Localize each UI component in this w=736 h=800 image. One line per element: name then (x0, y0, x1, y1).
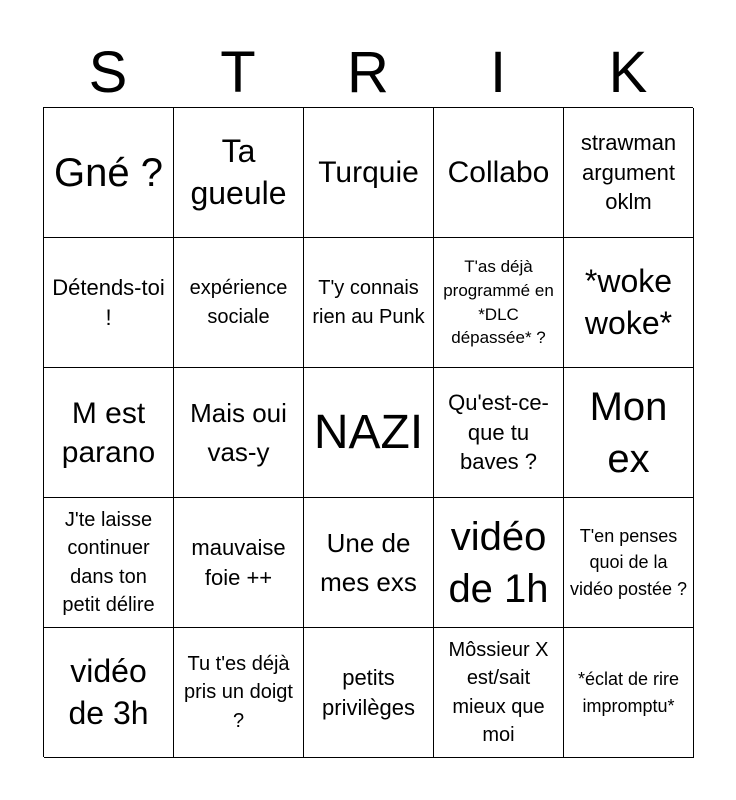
cell-text: Mon ex (589, 384, 668, 481)
bingo-cell[interactable] (44, 238, 174, 368)
cell-text: T'as déjà programmé en *DLC dépassée* ? (443, 256, 554, 348)
bingo-cell[interactable] (434, 628, 564, 758)
bingo-cell[interactable] (434, 368, 564, 498)
cell-text: mauvaise foie ++ (191, 534, 286, 590)
cell-text: Qu'est-ce-que tu baves ? (448, 389, 549, 475)
bingo-cell[interactable] (174, 108, 304, 238)
bingo-cell[interactable] (174, 368, 304, 498)
title-letter-s: S (88, 40, 128, 105)
cell-text: Mais oui vas-y (190, 397, 287, 467)
bingo-title (43, 40, 693, 106)
bingo-cell[interactable] (434, 498, 564, 628)
title-letter-i: I (489, 40, 507, 105)
bingo-cell[interactable] (174, 498, 304, 628)
cell-text: T'y connais rien au Punk (312, 277, 425, 328)
cell-text: Collabo (447, 156, 550, 189)
cell-text: Détends-toi ! (52, 274, 165, 330)
bingo-cell[interactable] (564, 628, 694, 758)
cell-text: Turquie (318, 156, 419, 189)
bingo-cell[interactable] (304, 108, 434, 238)
bingo-cell[interactable] (434, 108, 564, 238)
bingo-cell[interactable] (44, 108, 174, 238)
cell-text: J'te laisse continuer dans ton petit délire (62, 508, 155, 616)
cell-text: strawman argument oklm (580, 129, 677, 215)
bingo-cell[interactable] (44, 628, 174, 758)
title-letter-k: K (608, 40, 648, 105)
bingo-cell[interactable] (304, 368, 434, 498)
cell-text: Gné ? (54, 150, 163, 195)
bingo-cell[interactable] (564, 238, 694, 368)
title-letter-t: T (220, 40, 256, 105)
bingo-cell[interactable] (564, 368, 694, 498)
bingo-cell[interactable] (174, 628, 304, 758)
cell-text: expérience sociale (189, 277, 288, 328)
bingo-cell[interactable] (564, 108, 694, 238)
bingo-cell[interactable] (174, 238, 304, 368)
cell-text: T'en penses quoi de la vidéo postée ? (569, 526, 688, 599)
cell-text: vidéo de 3h (68, 652, 149, 731)
cell-text: *woke woke* (584, 262, 673, 341)
cell-text: Ta gueule (190, 132, 287, 211)
bingo-board (43, 107, 693, 757)
bingo-cell[interactable] (44, 368, 174, 498)
bingo-cell[interactable] (564, 498, 694, 628)
cell-text: Tu t'es déjà pris un doigt ? (184, 652, 293, 732)
bingo-cell[interactable] (304, 628, 434, 758)
cell-text: Une de mes exs (320, 527, 417, 597)
cell-text: M est parano (61, 396, 156, 469)
cell-text: Môssieur X est/sait mieux que moi (448, 638, 549, 746)
bingo-cell[interactable] (44, 498, 174, 628)
title-letter-r: R (347, 40, 389, 105)
cell-text: *éclat de rire impromptu* (577, 669, 680, 716)
cell-text: vidéo de 1h (448, 514, 549, 611)
bingo-cell[interactable] (304, 498, 434, 628)
bingo-cell[interactable] (304, 238, 434, 368)
cell-text: petits privilèges (322, 664, 415, 720)
cell-text: NAZI (313, 405, 424, 459)
bingo-cell[interactable] (434, 238, 564, 368)
